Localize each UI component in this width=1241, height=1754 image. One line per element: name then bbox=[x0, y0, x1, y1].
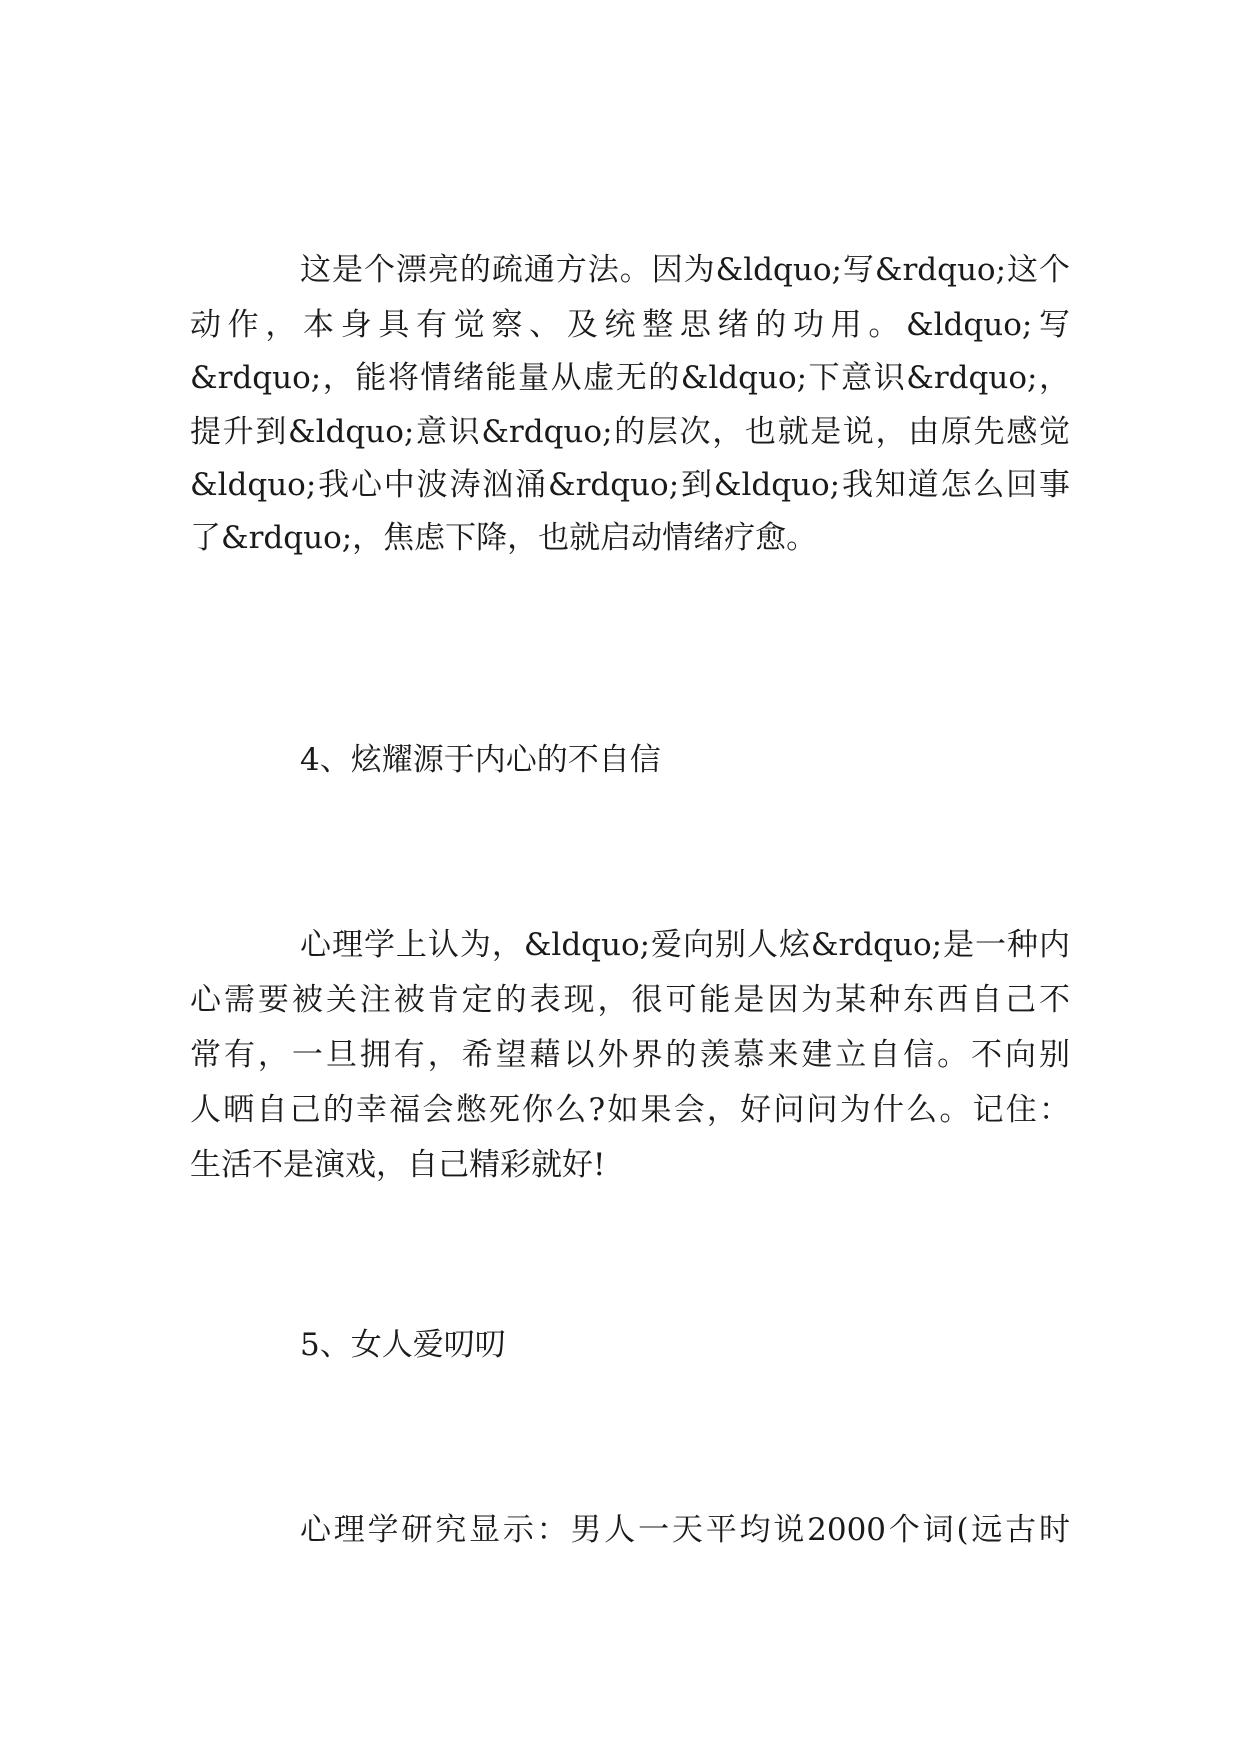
paragraph-2-line-2: 心需要被关注被肯定的表现，很可能是因为某种东西自己不 bbox=[190, 982, 1070, 1018]
paragraph-1-line-3: &rdquo;，能将情绪能量从虚无的&ldquo;下意识&rdquo;， bbox=[190, 360, 1070, 396]
paragraph-2-line-3: 常有，一旦拥有，希望藉以外界的羡慕来建立自信。不向别 bbox=[190, 1037, 1070, 1073]
section-heading-5: 5、女人爱叨叨 bbox=[300, 1327, 506, 1363]
paragraph-2-line-5: 生活不是演戏，自己精彩就好! bbox=[190, 1147, 606, 1183]
paragraph-1-line-6: 了&rdquo;，焦虑下降，也就启动情绪疗愈。 bbox=[190, 520, 818, 556]
paragraph-3-line-1: 心理学研究显示：男人一天平均说2000个词(远古时 bbox=[300, 1512, 1070, 1548]
paragraph-2-line-4: 人晒自己的幸福会憋死你么?如果会，好问问为什么。记住： bbox=[190, 1092, 1070, 1128]
paragraph-2-line-1: 心理学上认为，&ldquo;爱向别人炫&rdquo;是一种内 bbox=[300, 927, 1070, 963]
paragraph-1-line-2: 动作，本身具有觉察、及统整思绪的功用。&ldquo;写 bbox=[190, 307, 1070, 343]
paragraph-1-line-1: 这是个漂亮的疏通方法。因为&ldquo;写&rdquo;这个 bbox=[300, 252, 1070, 288]
paragraph-1-line-5: &ldquo;我心中波涛汹涌&rdquo;到&ldquo;我知道怎么回事 bbox=[190, 467, 1070, 503]
section-heading-4: 4、炫耀源于内心的不自信 bbox=[300, 742, 661, 778]
paragraph-1-line-4: 提升到&ldquo;意识&rdquo;的层次，也就是说，由原先感觉 bbox=[190, 414, 1070, 450]
